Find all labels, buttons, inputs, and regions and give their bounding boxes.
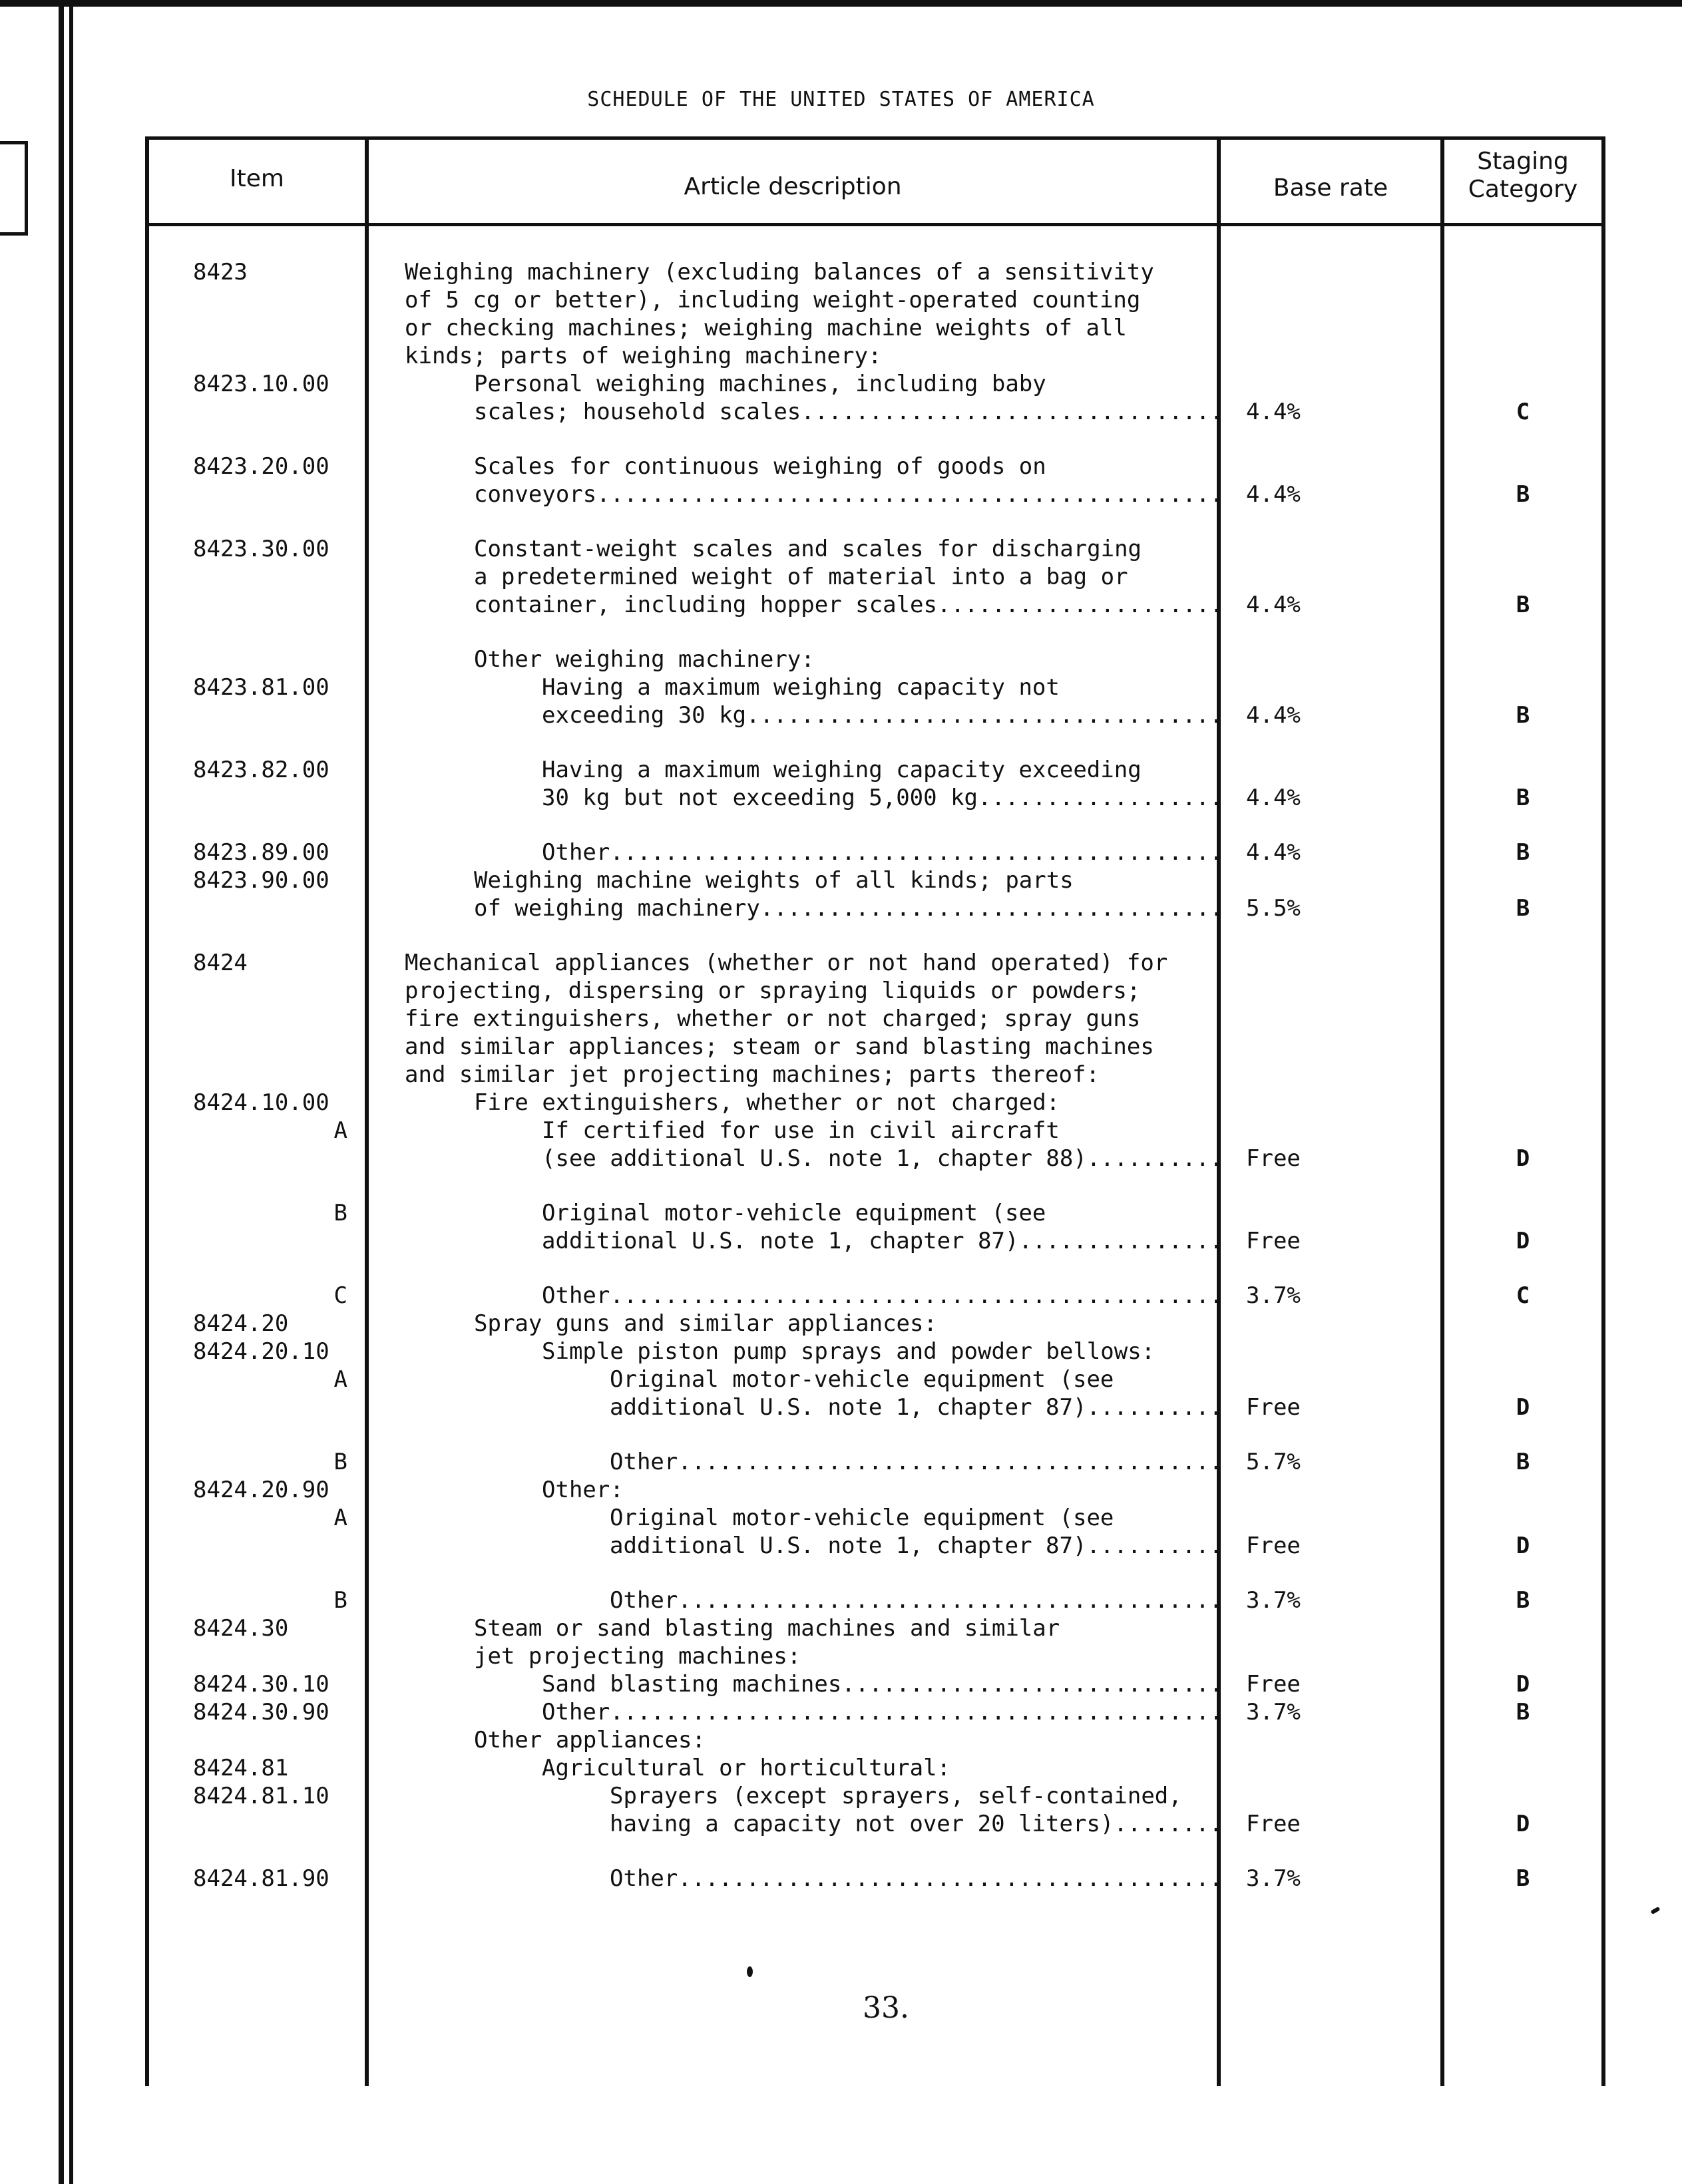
table-row (0, 894, 1682, 922)
staging-category: C (1516, 399, 1530, 425)
table-row (0, 1393, 1682, 1421)
item-code: 8423.20.00 (193, 453, 329, 480)
article-description: Scales for continuous weighing of goods on (474, 453, 1046, 480)
description-text: of weighing machinery (474, 895, 760, 922)
base-rate: 5.5% (1246, 895, 1301, 922)
table-row (0, 591, 1682, 619)
article-description: Original motor-vehicle equipment (see (610, 1366, 1114, 1393)
table-row (0, 1033, 1682, 1061)
article-description (610, 1586, 1221, 1614)
table-row (0, 701, 1682, 729)
table-row (0, 563, 1682, 591)
table-row (0, 1338, 1682, 1365)
article-description: Mechanical appliances (whether or not hand operated) for (405, 950, 1168, 976)
item-code: 8423.30.00 (193, 536, 329, 562)
item-subcode: B (333, 1200, 347, 1226)
table-row (0, 1532, 1682, 1560)
table-row (0, 1504, 1682, 1532)
header-description: Article description (684, 173, 902, 200)
dot-leader (610, 1698, 1221, 1726)
page-number: 33. (863, 1991, 909, 2025)
base-rate: Free (1246, 1671, 1301, 1698)
table-row (0, 370, 1682, 398)
article-description: Original motor-vehicle equipment (see (542, 1200, 1046, 1226)
ink-speck (747, 1966, 753, 1977)
table-row (0, 1282, 1682, 1310)
base-rate: 4.4% (1246, 481, 1301, 508)
dot-leader (610, 1282, 1221, 1310)
base-rate: 3.7% (1246, 1865, 1301, 1892)
table-row (0, 453, 1682, 480)
item-code: 8424.30.90 (193, 1699, 329, 1726)
dot-leader (841, 1670, 1221, 1698)
table-row (0, 1698, 1682, 1726)
base-rate: 4.4% (1246, 592, 1301, 618)
description-text: additional U.S. note 1, chapter 87) (610, 1394, 1087, 1421)
table-row (0, 838, 1682, 866)
article-description: of 5 cg or better), including weight-operated counting (405, 287, 1141, 313)
staging-category: B (1516, 592, 1530, 618)
table-row (0, 1586, 1682, 1614)
staging-category: B (1516, 1587, 1530, 1614)
article-description: Having a maximum weighing capacity exceeding (542, 757, 1142, 783)
base-rate: Free (1246, 1811, 1301, 1837)
item-code: 8424.81 (193, 1755, 289, 1781)
item-code: 8423.89.00 (193, 839, 329, 866)
dot-leader (1018, 1227, 1221, 1255)
table-row (0, 1145, 1682, 1173)
article-description: Personal weighing machines, including baby (474, 371, 1046, 397)
article-description: Weighing machine weights of all kinds; parts (474, 867, 1074, 894)
article-description (610, 1448, 1221, 1476)
article-description: Original motor-vehicle equipment (see (610, 1505, 1114, 1531)
item-code: 8424.30.10 (193, 1671, 329, 1698)
dot-leader (1114, 1810, 1221, 1838)
table-row (0, 1865, 1682, 1893)
table-row (0, 645, 1682, 673)
staging-category: D (1516, 1145, 1530, 1172)
description-text: Other (542, 839, 610, 866)
header-base-rate: Base rate (1273, 174, 1388, 202)
article-description (542, 784, 1221, 812)
description-text: Other (610, 1587, 678, 1614)
staging-category: D (1516, 1228, 1530, 1254)
article-description (542, 1670, 1221, 1698)
description-text: additional U.S. note 1, chapter 87) (542, 1228, 1019, 1254)
item-code: 8423.90.00 (193, 867, 329, 894)
staging-category: B (1516, 839, 1530, 866)
description-text: Other (610, 1865, 678, 1892)
table-row (0, 286, 1682, 314)
table-row (0, 949, 1682, 977)
description-text: conveyors (474, 481, 597, 508)
article-description: Steam or sand blasting machines and similar (474, 1615, 1060, 1642)
adjacent-page-fragment (0, 141, 28, 236)
header-item: Item (230, 165, 284, 192)
description-text: Other (610, 1449, 678, 1475)
table-row (0, 784, 1682, 812)
table-row (0, 1642, 1682, 1670)
table-row (0, 866, 1682, 894)
base-rate: 3.7% (1246, 1699, 1301, 1726)
staging-category: B (1516, 702, 1530, 729)
article-description: or checking machines; weighing machine weights of all (405, 315, 1127, 341)
item-subcode: C (333, 1282, 347, 1309)
table-row (0, 1782, 1682, 1810)
table-row (0, 673, 1682, 701)
article-description: Having a maximum weighing capacity not (542, 674, 1060, 701)
table-row (0, 1754, 1682, 1782)
article-description (542, 701, 1221, 729)
base-rate: 4.4% (1246, 839, 1301, 866)
article-description: Other appliances: (474, 1727, 706, 1753)
item-code: 8423 (193, 259, 248, 285)
article-description (474, 398, 1221, 426)
item-code: 8424.30 (193, 1615, 289, 1642)
description-text: Sand blasting machines (542, 1671, 842, 1698)
base-rate: Free (1246, 1145, 1301, 1172)
base-rate: Free (1246, 1394, 1301, 1421)
article-description: Fire extinguishers, whether or not charged: (474, 1089, 1060, 1116)
table-row (0, 1726, 1682, 1754)
dot-leader (678, 1448, 1221, 1476)
dot-leader (678, 1865, 1221, 1893)
item-subcode: A (333, 1505, 347, 1531)
page-title: SCHEDULE OF THE UNITED STATES OF AMERICA (587, 88, 1095, 111)
header-staging-line: Staging (1477, 148, 1569, 175)
description-text: scales; household scales (474, 399, 801, 425)
table-row (0, 258, 1682, 286)
article-description: Weighing machinery (excluding balances of a sensitivity (405, 259, 1154, 285)
table-row (0, 1199, 1682, 1227)
table-row (0, 1310, 1682, 1338)
article-description: Agricultural or horticultural: (542, 1755, 951, 1781)
article-description: Sprayers (except sprayers, self-contained, (610, 1783, 1182, 1809)
article-description (610, 1393, 1221, 1421)
base-rate: 3.7% (1246, 1587, 1301, 1614)
dot-leader (1087, 1145, 1221, 1173)
article-description: Spray guns and similar appliances: (474, 1310, 937, 1337)
item-subcode: B (333, 1587, 347, 1614)
description-text: exceeding 30 kg (542, 702, 747, 729)
article-description (610, 1532, 1221, 1560)
header-staging-line: Category (1468, 176, 1578, 203)
article-description: Other weighing machinery: (474, 646, 815, 673)
item-code: 8424.20 (193, 1310, 289, 1337)
table-row (0, 1089, 1682, 1117)
dot-leader (746, 701, 1221, 729)
article-description: kinds; parts of weighing machinery: (405, 343, 882, 369)
ink-speck (1650, 1907, 1660, 1914)
table-row (0, 535, 1682, 563)
header-staging-category (1444, 148, 1601, 204)
article-description (474, 480, 1221, 508)
base-rate: 4.4% (1246, 785, 1301, 811)
table-row (0, 1476, 1682, 1504)
article-description (610, 1810, 1221, 1838)
description-text: container, including hopper scales (474, 592, 937, 618)
table-row (0, 314, 1682, 342)
item-code: 8424 (193, 950, 248, 976)
description-text: having a capacity not over 20 liters) (610, 1811, 1114, 1837)
item-code: 8423.82.00 (193, 757, 329, 783)
staging-category: C (1516, 1282, 1530, 1309)
table-row (0, 1061, 1682, 1089)
article-description (474, 591, 1221, 619)
dot-leader (801, 398, 1221, 426)
description-text: 30 kg but not exceeding 5,000 kg (542, 785, 978, 811)
table-row (0, 977, 1682, 1005)
table-row (0, 1227, 1682, 1255)
article-description: Simple piston pump sprays and powder bellows: (542, 1338, 1156, 1365)
base-rate: 4.4% (1246, 399, 1301, 425)
description-text: Other (542, 1282, 610, 1309)
staging-category: B (1516, 481, 1530, 508)
item-code: 8424.20.90 (193, 1477, 329, 1503)
base-rate: 5.7% (1246, 1449, 1301, 1475)
item-code: 8423.10.00 (193, 371, 329, 397)
staging-category: B (1516, 1865, 1530, 1892)
article-description: Other: (542, 1477, 624, 1503)
dot-leader (978, 784, 1221, 812)
staging-category: D (1516, 1671, 1530, 1698)
article-description: and similar appliances; steam or sand blasting machines (405, 1033, 1154, 1060)
article-description (542, 1227, 1221, 1255)
table-row (0, 1448, 1682, 1476)
table-row (0, 1810, 1682, 1838)
article-description: Constant-weight scales and scales for discharging (474, 536, 1142, 562)
staging-category: D (1516, 1533, 1530, 1559)
staging-category: D (1516, 1811, 1530, 1837)
article-description (542, 1698, 1221, 1726)
staging-category: B (1516, 1449, 1530, 1475)
table-row (0, 398, 1682, 426)
item-subcode: B (333, 1449, 347, 1475)
article-description (474, 894, 1221, 922)
dot-leader (760, 894, 1221, 922)
table-row (0, 1670, 1682, 1698)
top-edge-bar (0, 0, 1682, 7)
dot-leader (937, 591, 1221, 619)
table-row (0, 1614, 1682, 1642)
article-description (542, 1282, 1221, 1310)
base-rate: Free (1246, 1228, 1301, 1254)
staging-category: B (1516, 785, 1530, 811)
dot-leader (678, 1586, 1221, 1614)
article-description (542, 1145, 1221, 1173)
article-description: jet projecting machines: (474, 1643, 801, 1670)
article-description (610, 1865, 1221, 1893)
item-code: 8424.20.10 (193, 1338, 329, 1365)
article-description (542, 838, 1221, 866)
table-row (0, 1005, 1682, 1033)
item-code: 8423.81.00 (193, 674, 329, 701)
staging-category: B (1516, 1699, 1530, 1726)
description-text: additional U.S. note 1, chapter 87) (610, 1533, 1087, 1559)
item-code: 8424.10.00 (193, 1089, 329, 1116)
table-row (0, 342, 1682, 370)
table-row (0, 1365, 1682, 1393)
dot-leader (610, 838, 1221, 866)
base-rate: 3.7% (1246, 1282, 1301, 1309)
item-subcode: A (333, 1366, 347, 1393)
item-code: 8424.81.10 (193, 1783, 329, 1809)
dot-leader (1086, 1393, 1221, 1421)
dot-leader (596, 480, 1221, 508)
article-description: a predetermined weight of material into a bag or (474, 564, 1128, 590)
staging-category: D (1516, 1394, 1530, 1421)
base-rate: Free (1246, 1533, 1301, 1559)
table-row (0, 480, 1682, 508)
description-text: Other (542, 1699, 610, 1726)
article-description: and similar jet projecting machines; parts thereof: (405, 1061, 1100, 1088)
article-description: projecting, dispersing or spraying liquids or powders; (405, 978, 1141, 1004)
table-row (0, 756, 1682, 784)
article-description: fire extinguishers, whether or not charged; spray guns (405, 1005, 1141, 1032)
table-row (0, 1117, 1682, 1145)
item-subcode: A (333, 1117, 347, 1144)
base-rate: 4.4% (1246, 702, 1301, 729)
description-text: (see additional U.S. note 1, chapter 88) (542, 1145, 1087, 1172)
dot-leader (1086, 1532, 1221, 1560)
staging-category: B (1516, 895, 1530, 922)
item-code: 8424.81.90 (193, 1865, 329, 1892)
article-description: If certified for use in civil aircraft (542, 1117, 1060, 1144)
